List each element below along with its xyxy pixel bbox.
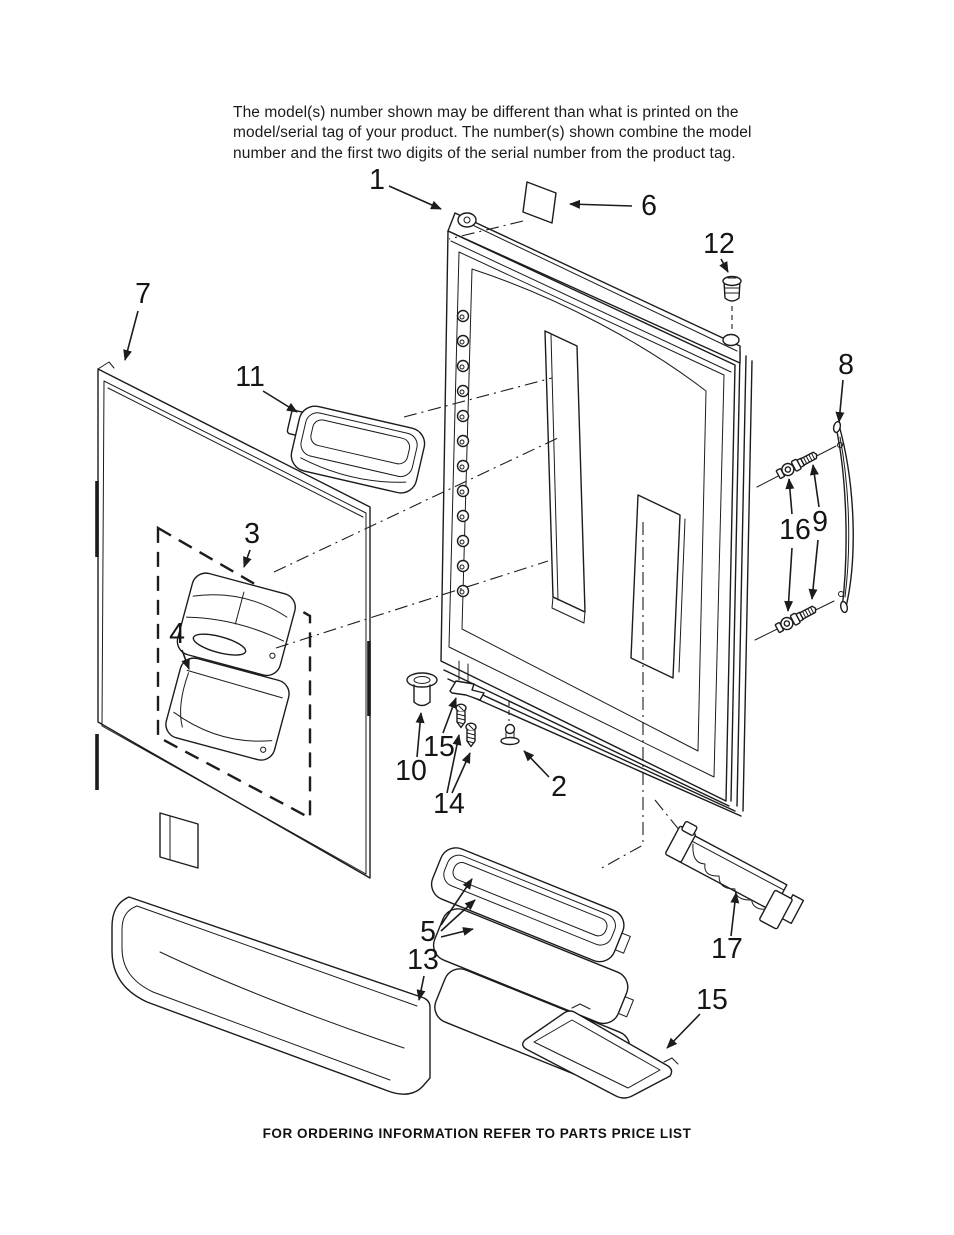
callout-9: 9	[812, 506, 828, 538]
callout-14: 14	[433, 788, 465, 820]
disclaimer-line-1: The model(s) number shown may be different than what is printed on the	[233, 104, 739, 121]
callout-17: 17	[711, 933, 743, 965]
callout-4: 4	[169, 618, 185, 650]
callout-10: 10	[395, 755, 427, 787]
footer-note: FOR ORDERING INFORMATION REFER TO PARTS PRICE LIST	[262, 1126, 692, 1141]
inner-door-assembly-drawing	[441, 213, 752, 816]
callout-11: 11	[235, 361, 265, 393]
mounting-screws-drawing	[456, 704, 476, 746]
callout-15-shelf: 15	[696, 984, 728, 1016]
bottle-retainer-drawing	[658, 820, 810, 934]
hinge-plug-drawing	[723, 277, 741, 302]
callout-15-screws: 15	[423, 731, 455, 763]
callout-12: 12	[703, 228, 735, 260]
callout-5: 5	[420, 916, 436, 948]
callout-3: 3	[244, 518, 260, 550]
model-number-tag-drawing	[523, 182, 556, 223]
callout-8: 8	[838, 349, 854, 381]
disclaimer-line-3: number and the first two digits of the serial number from the product tag.	[233, 144, 736, 162]
callout-13: 13	[407, 944, 439, 976]
grommet-plug-drawing	[407, 673, 437, 706]
pin-screw-drawing	[501, 725, 519, 745]
callout-7: 7	[135, 278, 151, 310]
disclaimer-line-2: model/serial tag of your product. The number(s) shown combine the model	[233, 124, 752, 142]
callout-1: 1	[369, 164, 385, 196]
callout-16: 16	[779, 514, 811, 546]
bracket-clip-drawing	[450, 681, 484, 700]
callout-2: 2	[551, 771, 567, 803]
callout-6: 6	[641, 190, 657, 222]
door-handle-drawing	[833, 421, 854, 613]
bottom-door-bin-drawing	[112, 813, 430, 1094]
